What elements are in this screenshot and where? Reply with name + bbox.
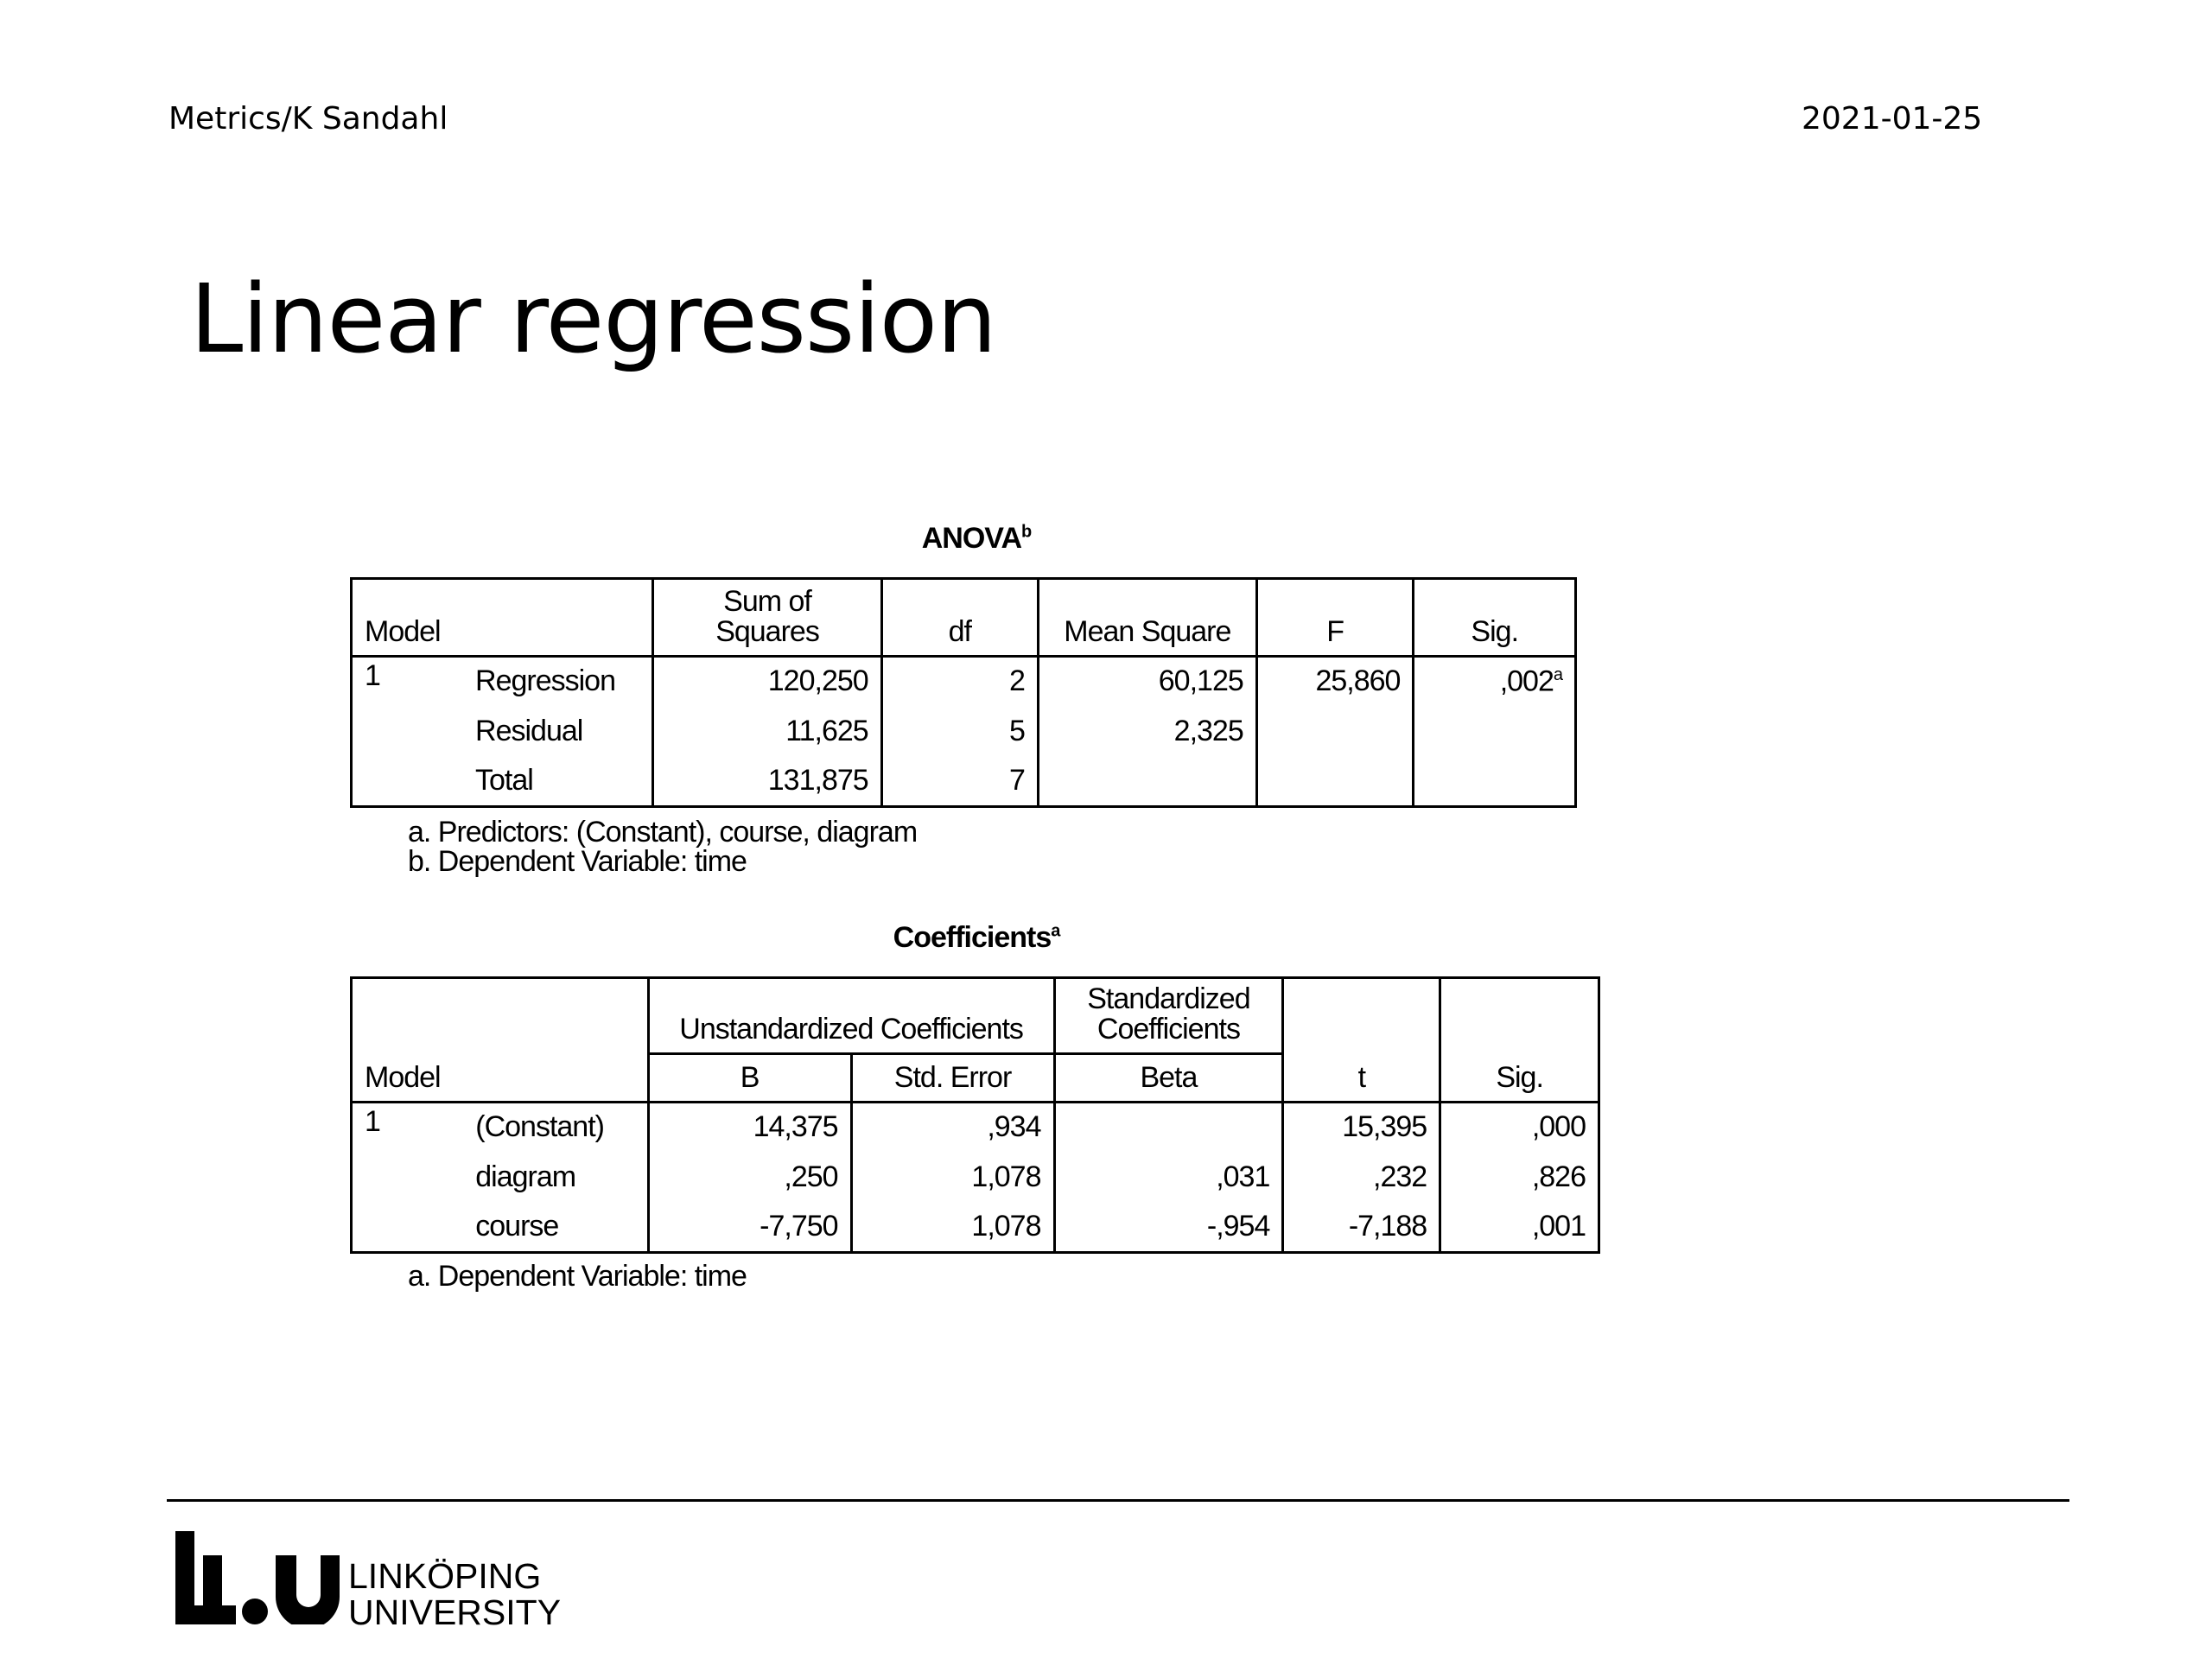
coef-col-unstd: Unstandardized Coefficients: [648, 978, 1054, 1054]
anova-cell-df: 2: [881, 657, 1038, 707]
coef-col-std: [1054, 978, 1283, 1054]
anova-cell-df: 7: [881, 757, 1038, 807]
coef-cell-t: 15,395: [1283, 1103, 1440, 1153]
anova-header-row: [352, 579, 1576, 657]
anova-row-label: Total: [463, 757, 653, 807]
coef-col-std-line2: Coefficients: [1096, 1013, 1240, 1046]
coef-row-label: diagram: [463, 1153, 648, 1203]
coef-cell-beta: [1054, 1103, 1283, 1153]
anova-col-f: F: [1256, 579, 1414, 657]
anova-cell-ss: 11,625: [653, 707, 881, 757]
coef-model-empty: [352, 1203, 464, 1253]
coef-cell-b: ,250: [648, 1153, 851, 1203]
page-title: Linear regression: [190, 264, 996, 374]
anova-col-model: Model: [352, 579, 653, 657]
anova-model-empty: [352, 707, 464, 757]
anova-cell-sig-value: ,002: [1499, 664, 1554, 698]
coef-cell-se: ,934: [851, 1103, 1054, 1153]
anova-cell-ss: 131,875: [653, 757, 881, 807]
coefficients-footnote: a. Dependent Variable: time: [408, 1260, 747, 1293]
coefficients-caption-text: Coefficients: [893, 921, 1052, 954]
table-row: [352, 1153, 1599, 1203]
table-row: [352, 1203, 1599, 1253]
anova-cell-sig: [1414, 757, 1576, 807]
logo-wordmark: [348, 1556, 562, 1632]
anova-table: [350, 577, 1577, 808]
anova-cell-sig: [1414, 657, 1576, 707]
anova-cell-ms: 60,125: [1038, 657, 1256, 707]
coef-cell-b: 14,375: [648, 1103, 851, 1153]
anova-cell-f: [1256, 707, 1414, 757]
coef-row-label: (Constant): [463, 1103, 648, 1153]
coef-cell-sig: ,000: [1531, 1110, 1586, 1144]
table-row: [352, 657, 1576, 707]
anova-cell-ss: 120,250: [653, 657, 881, 707]
anova-model-number: 1: [365, 659, 380, 692]
coef-col-sig: Sig.: [1440, 978, 1599, 1103]
anova-cell-ms: [1038, 757, 1256, 807]
coefficients-table: [350, 976, 1600, 1254]
anova-model-empty: [352, 757, 464, 807]
table-row: [352, 757, 1576, 807]
liu-logo-icon: [175, 1531, 340, 1624]
coef-cell-sig: ,001: [1531, 1209, 1586, 1243]
coef-cell-sig: ,826: [1531, 1160, 1586, 1193]
anova-cell-df: 5: [881, 707, 1038, 757]
anova-caption: [899, 522, 1054, 556]
anova-col-sig: Sig.: [1471, 615, 1519, 649]
coefficients-caption: [864, 921, 1089, 955]
anova-footnote-b: b. Dependent Variable: time: [408, 845, 747, 878]
anova-row-label: Residual: [463, 707, 653, 757]
table-row: [352, 1103, 1599, 1153]
coef-col-se: Std. Error: [851, 1054, 1054, 1103]
anova-col-ss: [653, 579, 881, 657]
anova-cell-f: [1256, 757, 1414, 807]
anova-cell-sig-sup: a: [1553, 665, 1562, 685]
coef-col-beta: Beta: [1054, 1054, 1283, 1103]
coef-cell-se: 1,078: [851, 1203, 1054, 1253]
coef-model-number: 1: [365, 1105, 380, 1138]
anova-caption-text: ANOVA: [921, 522, 1022, 555]
anova-col-ss-line1: Sum of: [723, 584, 811, 618]
anova-row-label: Regression: [463, 657, 653, 707]
header-author: Metrics/K Sandahl: [168, 101, 448, 137]
header-date: 2021-01-25: [1802, 101, 1983, 137]
coef-cell-beta: ,031: [1054, 1153, 1283, 1203]
coef-col-t: t: [1283, 978, 1440, 1103]
anova-cell-ms: 2,325: [1038, 707, 1256, 757]
coef-cell-se: 1,078: [851, 1153, 1054, 1203]
anova-footnotes: [408, 817, 917, 876]
coefficients-caption-sup: a: [1051, 921, 1060, 941]
footer-divider: [167, 1499, 2069, 1502]
coef-cell-beta: -,954: [1054, 1203, 1283, 1253]
anova-col-ss-line2: Squares: [715, 615, 819, 649]
coef-col-b: B: [648, 1054, 851, 1103]
anova-col-ms: Mean Square: [1038, 579, 1256, 657]
anova-cell-f: 25,860: [1256, 657, 1414, 707]
logo-line1: LINKÖPING: [348, 1556, 542, 1596]
coef-row-label: course: [463, 1203, 648, 1253]
coef-cell-t: -7,188: [1283, 1203, 1440, 1253]
anova-footnote-a: a. Predictors: (Constant), course, diagram: [408, 816, 918, 849]
anova-caption-sup: b: [1021, 522, 1032, 542]
table-row: [352, 707, 1576, 757]
coef-cell-b: -7,750: [648, 1203, 851, 1253]
coef-header-row-1: [352, 978, 1599, 1054]
anova-cell-sig: [1414, 707, 1576, 757]
anova-col-df: df: [881, 579, 1038, 657]
coef-col-std-line1: Standardized: [1087, 982, 1250, 1015]
coef-model-empty: [352, 1153, 464, 1203]
logo-line2: UNIVERSITY: [348, 1592, 562, 1632]
coef-cell-t: ,232: [1283, 1153, 1440, 1203]
coef-col-model: Model: [352, 978, 649, 1103]
